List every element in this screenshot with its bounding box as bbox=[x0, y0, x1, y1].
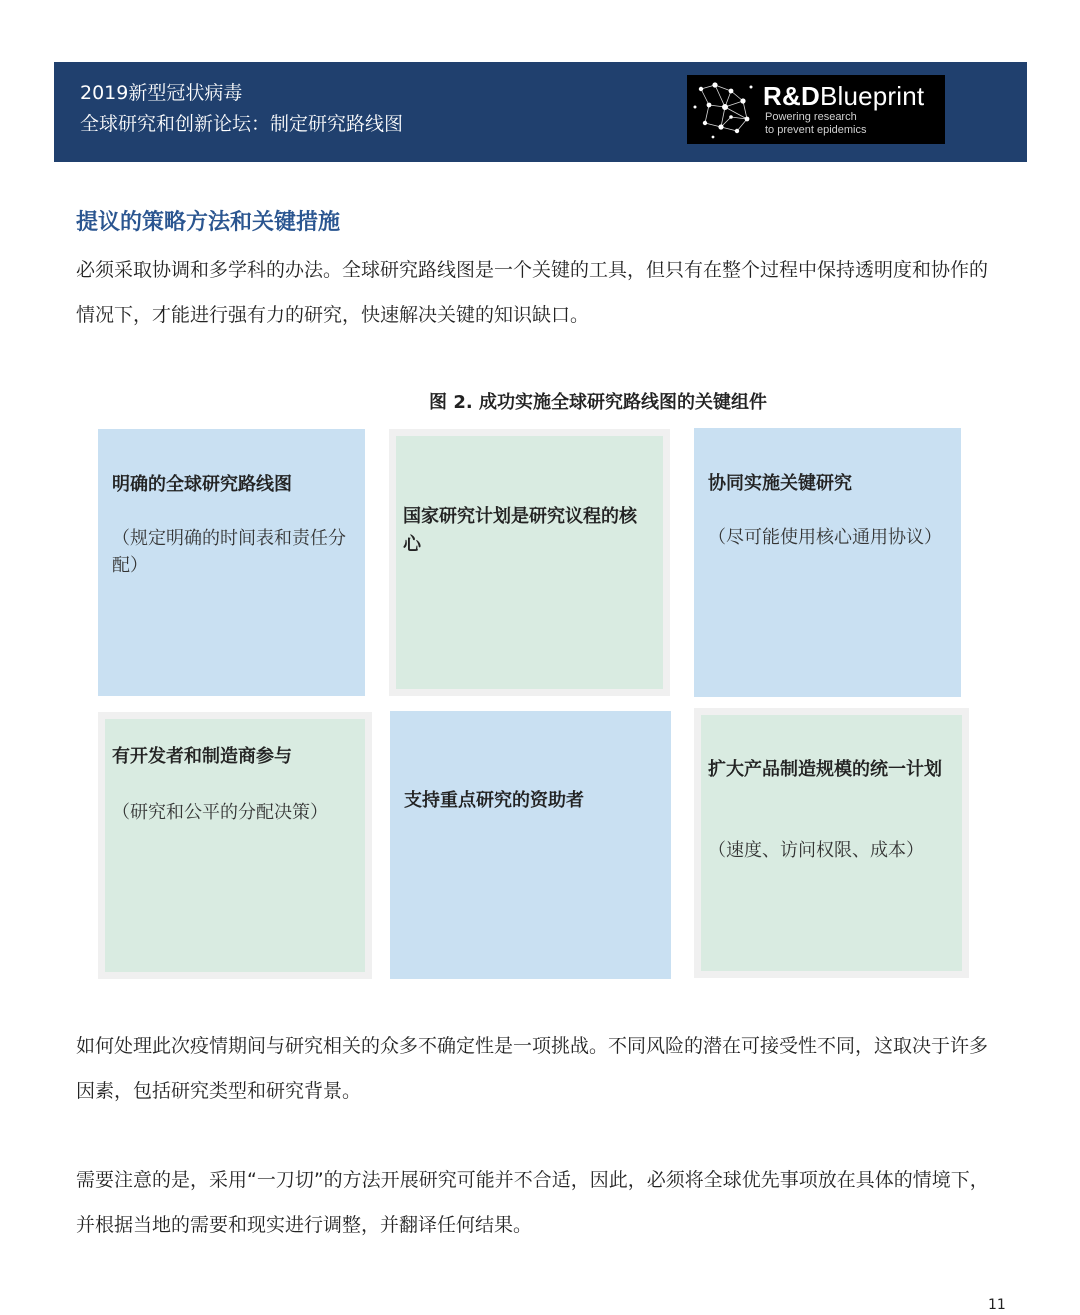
header-subtitle: 全球研究和创新论坛：制定研究路线图 bbox=[80, 113, 404, 135]
figure-box-4 bbox=[98, 712, 372, 979]
figure-box-title: 国家研究计划是研究议程的核心 bbox=[403, 506, 637, 555]
figure-box-note: （速度、访问权限、成本） bbox=[708, 840, 924, 861]
figure-box-2 bbox=[389, 429, 670, 696]
figure-box-note: （规定明确的时间表和责任分配） bbox=[112, 528, 346, 576]
network-globe-icon bbox=[691, 77, 757, 143]
document-header bbox=[54, 62, 1027, 162]
figure-box-title: 有开发者和制造商参与 bbox=[112, 746, 292, 767]
body-paragraph-2: 需要注意的是，采用“一刀切”的方法开展研究可能并不合适，因此，必须将全球优先事项放在具体的情境下，并根据当地的需要和现实进行调整，并翻译任何结果。 bbox=[76, 1169, 989, 1236]
figure-box-6 bbox=[694, 708, 969, 978]
rd-blueprint-logo bbox=[687, 75, 945, 144]
header-title: 2019新型冠状病毒 bbox=[80, 82, 243, 104]
figure-box-note: （尽可能使用核心通用协议） bbox=[708, 527, 942, 548]
figure-box-title: 扩大产品制造规模的统一计划 bbox=[708, 759, 942, 780]
logo-wordmark bbox=[763, 81, 924, 112]
logo-wordmark-bold: R&D bbox=[763, 81, 820, 111]
page-number: 11 bbox=[988, 1297, 1006, 1313]
logo-tagline-2: to prevent epidemics bbox=[765, 124, 867, 136]
body-paragraph-1: 如何处理此次疫情期间与研究相关的众多不确定性是一项挑战。不同风险的潜在可接受性不同，这取决于许多因素，包括研究类型和研究背景。 bbox=[76, 1035, 989, 1102]
figure-box-title: 协同实施关键研究 bbox=[708, 473, 852, 494]
section-heading: 提议的策略方法和关键措施 bbox=[76, 210, 341, 235]
figure-box-title: 支持重点研究的资助者 bbox=[404, 790, 584, 811]
figure-box-title: 明确的全球研究路线图 bbox=[112, 474, 292, 495]
figure-box-1 bbox=[98, 429, 365, 696]
figure-box-3 bbox=[694, 428, 961, 697]
figure-box-5 bbox=[390, 711, 671, 979]
intro-paragraph: 必须采取协调和多学科的办法。全球研究路线图是一个关键的工具，但只有在整个过程中保持透明度和协作的情况下，才能进行强有力的研究，快速解决关键的知识缺口。 bbox=[76, 259, 989, 326]
logo-wordmark-light: Blueprint bbox=[819, 81, 925, 111]
logo-tagline-1: Powering research bbox=[765, 111, 857, 123]
figure-caption: 图 2. 成功实施全球研究路线图的关键组件 bbox=[429, 392, 767, 413]
figure-box-note: （研究和公平的分配决策） bbox=[112, 802, 328, 823]
